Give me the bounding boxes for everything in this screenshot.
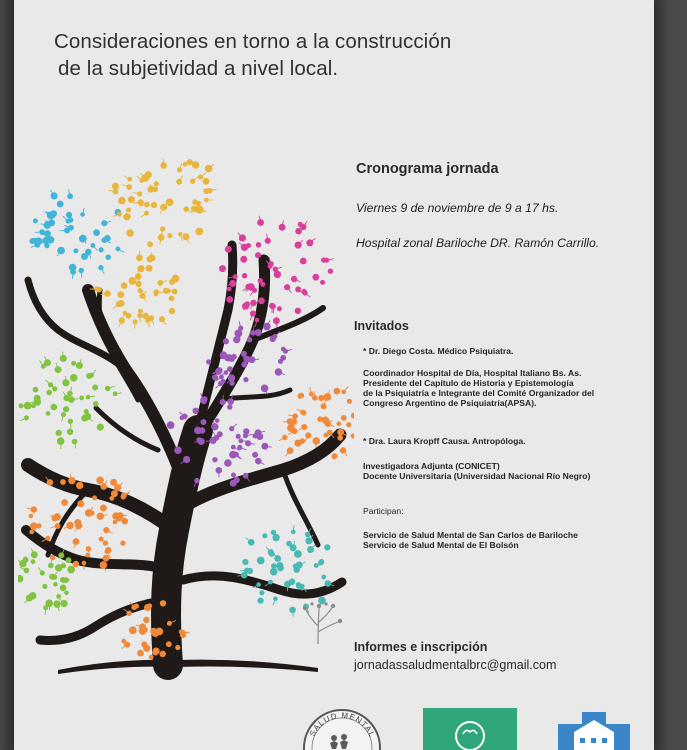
participant-item: Servicio de Salud Mental de San Carlos de Bariloche xyxy=(363,530,578,540)
tree-roots xyxy=(58,660,318,674)
event-poster xyxy=(14,0,654,750)
headline-line-1: Consideraciones en torno a la construcción xyxy=(54,30,452,53)
guest-1-bio-line: Coordinador Hospital de Día, Hospital Italiano Bs. As. xyxy=(363,368,582,378)
guest-1-bio-line: Presidente del Capítulo de Historia y Epistemología xyxy=(363,378,574,388)
guest-2-bio-line: Investigadora Adjunta (CONICET) xyxy=(363,461,500,471)
leaf-cluster xyxy=(30,189,124,279)
guest-2-name: * Dra. Laura Kropff Causa. Antropóloga. xyxy=(363,436,526,446)
guest-1-name: * Dr. Diego Costa. Médico Psiquiatra. xyxy=(363,346,514,356)
tree-branch xyxy=(28,465,174,530)
guests-title: Invitados xyxy=(354,319,409,333)
leaf-cluster xyxy=(109,159,217,247)
event-info xyxy=(354,0,654,750)
contact-title: Informes e inscripción xyxy=(354,640,488,654)
sprig-icon xyxy=(296,596,346,646)
guest-2-bio-line: Docente Universitaria (Universidad Nacional Río Negro) xyxy=(363,471,591,481)
guest-1-bio-line: Congreso Argentino de Psiquiatría(APSA). xyxy=(363,398,537,408)
leaf-cluster xyxy=(19,352,122,449)
guest-1-bio-line: de la Psiquiatría e Integrante del Comité Organizador del xyxy=(363,388,595,398)
schedule-title: Cronograma jornada xyxy=(356,161,499,177)
logo-1-text: SALUD MENTAL xyxy=(307,710,377,739)
health-service-logo xyxy=(423,708,517,750)
tree-foliage xyxy=(18,159,354,660)
salud-mental-logo xyxy=(294,708,390,750)
contact-email: jornadassaludmentalbrc@gmail.com xyxy=(354,658,557,672)
headline-line-2: de la subjetividad a nivel local. xyxy=(58,57,339,80)
participants-label: Participan: xyxy=(363,506,404,516)
hospital-logo xyxy=(554,708,634,750)
tree-branch xyxy=(283,470,318,545)
participant-item: Servicio de Salud Mental de El Bolsón xyxy=(363,540,519,550)
schedule-place: Hospital zonal Bariloche DR. Ramón Carrillo. xyxy=(356,236,600,250)
schedule-date: Viernes 9 de noviembre de 9 a 17 hs. xyxy=(356,201,559,215)
tree-trunk xyxy=(26,245,342,665)
